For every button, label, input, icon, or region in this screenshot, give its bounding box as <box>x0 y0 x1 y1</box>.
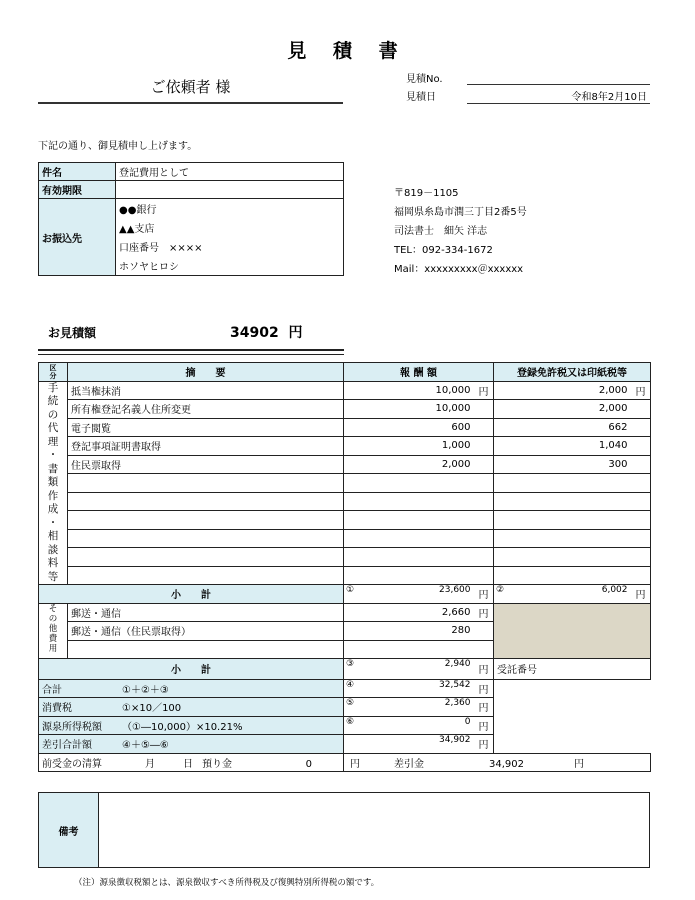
receipt-number-cell <box>494 659 651 680</box>
table-row <box>39 548 651 567</box>
item-fee <box>344 474 477 493</box>
estimate-double-underline <box>38 349 344 355</box>
item-tax: 2,000 <box>494 381 634 400</box>
item-tax-unit <box>634 566 651 585</box>
advance-label: 前受金の清算 <box>42 758 102 770</box>
item-tax <box>494 492 634 511</box>
item-description <box>68 566 344 585</box>
info-table <box>38 162 344 276</box>
issuer-address: 福岡県糸島市潤三丁目2番5号 <box>394 207 527 218</box>
item-tax <box>494 529 634 548</box>
validity-label: 有効期限 <box>39 181 116 199</box>
summary-row <box>39 679 651 698</box>
validity-row <box>39 181 344 199</box>
issuer-tel: TEL：092-334-1672 <box>394 245 493 256</box>
deposit-value: 0 <box>305 758 312 770</box>
item-fee-unit <box>477 474 494 493</box>
estimate-total-value <box>230 322 302 342</box>
item-fee: 10,000 <box>344 400 477 419</box>
other-description <box>68 640 344 659</box>
item-fee: 1,000 <box>344 437 477 456</box>
item-fee: 2,000 <box>344 455 477 474</box>
transfer-label: お振込先 <box>39 199 116 276</box>
balance-value: 34,902 <box>489 758 524 770</box>
section2-label: そ の 他 費 用 <box>39 603 68 659</box>
item-fee <box>344 492 477 511</box>
table-row <box>39 492 651 511</box>
item-fee-unit <box>477 566 494 585</box>
estimate-date-line <box>467 103 650 104</box>
issuer-name: 司法書士 細矢 洋志 <box>394 226 488 237</box>
item-fee <box>344 529 477 548</box>
table-row <box>39 603 651 622</box>
estimate-total-label: お見積額 <box>48 326 97 340</box>
summary-unit: 円 <box>477 679 494 698</box>
table-row <box>39 511 651 530</box>
item-description <box>68 548 344 567</box>
item-fee: 10,000 <box>344 381 477 400</box>
subtotal2-unit: 円 <box>477 659 494 680</box>
item-description: 住民票取得 <box>68 455 344 474</box>
item-tax: 2,000 <box>494 400 634 419</box>
estimate-table <box>38 362 651 772</box>
summary-row <box>39 716 651 735</box>
balance-label: 差引金 <box>394 758 424 770</box>
subtotal1-label: 小 計 <box>39 585 344 604</box>
item-description <box>68 474 344 493</box>
item-tax-unit <box>634 511 651 530</box>
item-description <box>68 529 344 548</box>
summary-label: 消費税 <box>42 703 72 715</box>
item-tax: 300 <box>494 455 634 474</box>
header-kubun: 区 分 <box>39 363 68 382</box>
subtotal2-label: 小 計 <box>39 659 344 680</box>
summary-formula: ④＋⑤―⑥ <box>122 740 169 752</box>
estimate-date-label: 見積日 <box>406 92 436 103</box>
other-fee: 280 <box>344 622 477 641</box>
table-row <box>39 400 651 419</box>
summary-label-cell <box>39 716 344 735</box>
subject-label: 件名 <box>39 163 116 181</box>
item-description: 電子閲覧 <box>68 418 344 437</box>
summary-label: 合計 <box>42 684 62 696</box>
other-fee-unit <box>477 640 494 659</box>
issuer-block <box>394 184 527 279</box>
subtotal1-tax-unit: 円 <box>634 585 651 604</box>
item-description <box>68 492 344 511</box>
item-tax: 662 <box>494 418 634 437</box>
transfer-holder: ホソヤヒロシ <box>116 256 344 276</box>
shaded-cell <box>494 603 651 659</box>
summary-label-cell <box>39 679 344 698</box>
deposit-unit: 円 <box>350 758 360 770</box>
table-row <box>39 474 651 493</box>
item-tax-unit <box>634 418 651 437</box>
summary-row <box>39 698 651 717</box>
advance-row <box>39 753 651 772</box>
subject-value: 登記費用として <box>116 163 344 181</box>
deposit-label: 預り金 <box>202 758 232 770</box>
summary-unit: 円 <box>477 735 494 754</box>
estimate-total-amount: 34902 <box>230 325 279 341</box>
summary-label-cell <box>39 735 344 754</box>
header-tax: 登録免許税又は印紙税等 <box>494 363 651 382</box>
table-row <box>39 418 651 437</box>
issuer-postal: 〒819－1105 <box>394 188 459 199</box>
advance-month: 月 <box>145 758 155 770</box>
item-fee-unit <box>477 418 494 437</box>
table-row <box>39 566 651 585</box>
advance-settlement <box>39 753 344 772</box>
item-fee <box>344 548 477 567</box>
summary-row <box>39 735 651 754</box>
header-fee: 報 酬 額 <box>344 363 494 382</box>
other-fee-unit: 円 <box>477 603 494 622</box>
mark-1: ① <box>346 585 355 595</box>
subtotal2-fee: ③ 2,940 <box>344 659 477 680</box>
item-fee-unit <box>477 511 494 530</box>
summary-mark: ⑥ <box>346 716 355 727</box>
summary-label: 差引合計額 <box>42 740 92 752</box>
other-fee-unit <box>477 622 494 641</box>
client-name: ご依頼者 様 <box>150 78 231 96</box>
item-tax <box>494 474 634 493</box>
balance-cell <box>344 753 651 772</box>
item-fee <box>344 566 477 585</box>
transfer-account: 口座番号 ×××× <box>116 237 344 256</box>
summary-formula: ①×10／100 <box>122 703 182 715</box>
estimate-total-unit: 円 <box>288 325 303 341</box>
table-header-row <box>39 363 651 382</box>
transfer-bank: ●●銀行 <box>116 199 344 219</box>
estimate-date-value: 令和8年2月10日 <box>571 92 647 103</box>
item-tax: 1,040 <box>494 437 634 456</box>
table-row <box>39 381 651 400</box>
item-tax <box>494 548 634 567</box>
estimate-no-line <box>467 84 650 85</box>
estimate-no-label: 見積No. <box>406 74 443 85</box>
issuer-mail: Mail：xxxxxxxxx＠xxxxxx <box>394 264 524 275</box>
item-fee-unit <box>477 400 494 419</box>
transfer-row <box>39 199 344 219</box>
mark-3: ③ <box>346 659 355 669</box>
summary-mark: ④ <box>346 679 355 690</box>
client-underline <box>38 102 343 104</box>
header-description: 摘 要 <box>68 363 344 382</box>
table-row <box>39 529 651 548</box>
mark-2: ② <box>496 585 505 595</box>
table-row <box>39 437 651 456</box>
intro-text: 下記の通り、御見積申し上げます。 <box>38 141 198 152</box>
item-tax-unit <box>634 400 651 419</box>
item-tax-unit <box>634 548 651 567</box>
summary-formula: ①＋②＋③ <box>122 684 169 696</box>
item-fee: 600 <box>344 418 477 437</box>
item-fee-unit <box>477 455 494 474</box>
validity-value <box>116 181 344 199</box>
other-description: 郵送・通信（住民票取得） <box>68 622 344 641</box>
subtotal1-tax: ② 6,002 <box>494 585 634 604</box>
item-tax-unit <box>634 455 651 474</box>
balance-unit: 円 <box>574 758 584 770</box>
table-row <box>39 455 651 474</box>
section1-label: 手 続 の 代 理 ・ 書 類 作 成 ・ 相 談 料 等 <box>39 381 68 585</box>
summary-value: ⑥ 0 <box>344 716 477 735</box>
item-description: 登記事項証明書取得 <box>68 437 344 456</box>
item-tax-unit <box>634 474 651 493</box>
transfer-branch: ▲▲支店 <box>116 218 344 237</box>
other-fee: 2,660 <box>344 603 477 622</box>
item-fee-unit: 円 <box>477 381 494 400</box>
remarks-field[interactable] <box>99 793 650 868</box>
subtotal1-fee: ① 23,600 <box>344 585 477 604</box>
other-description: 郵送・通信 <box>68 603 344 622</box>
subtotal1-row <box>39 585 651 604</box>
item-fee-unit <box>477 548 494 567</box>
summary-value: ④ 32,542 <box>344 679 477 698</box>
remarks-table <box>38 792 650 868</box>
other-fee <box>344 640 477 659</box>
item-fee-unit <box>477 529 494 548</box>
summary-formula: （①―10,000）×10.21% <box>122 721 243 733</box>
summary-mark: ⑤ <box>346 698 355 708</box>
subject-row <box>39 163 344 181</box>
item-tax-unit <box>634 529 651 548</box>
item-fee-unit <box>477 492 494 511</box>
summary-value: 34,902 <box>344 735 477 754</box>
footnote: （注）源泉徴収税額とは、源泉徴収すべき所得税及び復興特別所得税の額です。 <box>74 878 380 888</box>
item-fee <box>344 511 477 530</box>
summary-label-cell <box>39 698 344 717</box>
subtotal1-fee-unit: 円 <box>477 585 494 604</box>
item-tax-unit: 円 <box>634 381 651 400</box>
item-description: 所有権登記名義人住所変更 <box>68 400 344 419</box>
item-tax <box>494 511 634 530</box>
summary-label: 源泉所得税額 <box>42 721 102 733</box>
summary-value: ⑤ 2,360 <box>344 698 477 717</box>
item-tax-unit <box>634 437 651 456</box>
summary-unit: 円 <box>477 716 494 735</box>
remarks-label: 備考 <box>39 793 99 868</box>
item-description <box>68 511 344 530</box>
item-description: 抵当権抹消 <box>68 381 344 400</box>
advance-day: 日 <box>183 758 193 770</box>
document-title: 見 積 書 <box>287 40 408 62</box>
item-tax <box>494 566 634 585</box>
item-fee-unit <box>477 437 494 456</box>
item-tax-unit <box>634 492 651 511</box>
receipt-number-label: 受託番号 <box>497 665 537 676</box>
subtotal2-row <box>39 659 651 680</box>
summary-unit: 円 <box>477 698 494 717</box>
